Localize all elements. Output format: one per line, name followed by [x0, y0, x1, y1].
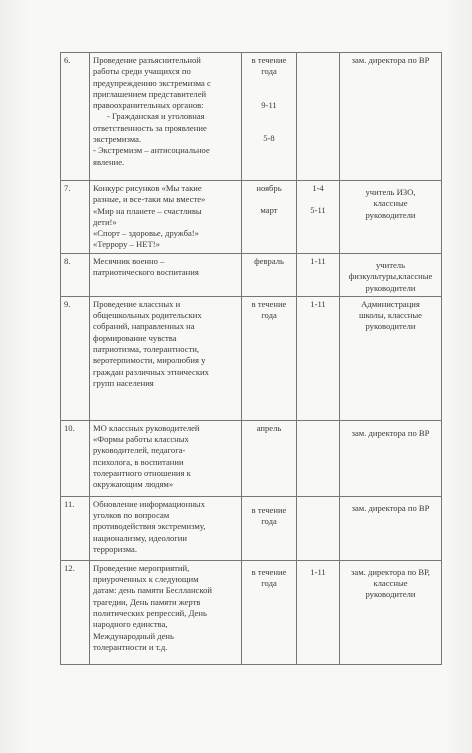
- term-line: февраль: [254, 256, 284, 266]
- event-line: «Террору – НЕТ!»: [93, 239, 160, 250]
- responsible-line: руководители: [365, 589, 416, 600]
- event-description: [90, 181, 242, 254]
- event-line: противодействия экстремизму,: [93, 521, 206, 532]
- event-line: Обновление информационных: [93, 498, 205, 509]
- responsible-line: физкультуры,классные: [348, 271, 433, 282]
- classes-line: 1-11: [310, 256, 326, 266]
- term-line: 5-8: [263, 132, 275, 143]
- responsible-line: зам. директора по ВР: [351, 502, 430, 513]
- event-line: национализму, идеологии: [93, 532, 188, 543]
- event-line: «Формы работы классных: [93, 434, 189, 445]
- event-line: явление.: [93, 156, 125, 167]
- responsible-line: классные: [373, 578, 408, 589]
- responsible-line: школы, классные: [359, 310, 422, 321]
- event-description: [90, 296, 242, 420]
- event-line: Проведение классных и: [93, 298, 181, 309]
- event-line: толерантности и т.д.: [93, 641, 168, 652]
- event-term: [242, 254, 297, 297]
- event-responsible: [340, 496, 442, 560]
- event-line: терроризма.: [93, 544, 137, 555]
- event-line: - Экстремизм – антисоциальное: [93, 145, 210, 156]
- responsible-line: учитель ИЗО,: [365, 187, 416, 197]
- responsible-line: зам. директора по ВР,: [351, 566, 430, 577]
- responsible-line: Администрация: [361, 298, 420, 309]
- event-responsible: [340, 296, 442, 420]
- event-line: патриотического воспитания: [93, 267, 199, 278]
- event-line: датам: день памяти Беслланской: [93, 585, 212, 596]
- event-responsible: [340, 53, 442, 181]
- event-line: народного единства,: [93, 619, 168, 630]
- term-line: в течение: [251, 298, 287, 309]
- term-line: апрель: [256, 422, 282, 433]
- event-line: разные, и все-таки мы вместе»: [93, 194, 206, 205]
- event-line: Международный день: [93, 630, 174, 641]
- event-classes: [297, 420, 340, 496]
- event-line: Конкурс рисунков «Мы такие: [93, 183, 202, 193]
- event-line: толерантного отношения к: [93, 468, 191, 479]
- table-row: [61, 254, 442, 297]
- event-description: [90, 53, 242, 181]
- term-line: 9-11: [261, 99, 277, 110]
- responsible-line: классные: [373, 198, 408, 209]
- event-description: [90, 560, 242, 664]
- event-responsible: [340, 560, 442, 664]
- table-row: [61, 560, 442, 664]
- term-line: года: [261, 516, 277, 527]
- event-responsible: [340, 181, 442, 254]
- term-line: года: [261, 66, 277, 77]
- row-number: 8.: [61, 254, 90, 297]
- term-line: март: [260, 205, 278, 216]
- classes-line: 1-11: [310, 566, 326, 577]
- row-number: 6.: [61, 53, 90, 181]
- event-term: [242, 560, 297, 664]
- term-line: ноябрь: [256, 183, 282, 193]
- term-line: в течение: [251, 55, 287, 65]
- table-row: [61, 53, 442, 181]
- event-line: «Мир на планете – счастливы: [93, 205, 202, 216]
- classes-line: 5-11: [310, 205, 326, 216]
- event-classes: [297, 181, 340, 254]
- event-line: дети!»: [93, 216, 117, 227]
- event-term: [242, 181, 297, 254]
- event-line: психолога, в воспитании: [93, 456, 184, 467]
- event-line: «Спорт – здоровье, дружба!»: [93, 228, 199, 239]
- term-line: года: [261, 310, 277, 321]
- responsible-line: зам. директора по ВР: [351, 55, 430, 65]
- row-number: 11.: [61, 496, 90, 560]
- event-line: формирование чувства: [93, 332, 177, 343]
- event-line: ответственность за проявление: [93, 122, 207, 133]
- event-line: экстремизма.: [93, 134, 142, 145]
- event-line: патриотизма, толерантности,: [93, 344, 200, 355]
- event-line: Месячник военно –: [93, 256, 165, 266]
- event-line: трагедии, День памяти жертв: [93, 596, 201, 607]
- table-row: [61, 420, 442, 496]
- event-line: МО классных руководителей: [93, 422, 200, 433]
- responsible-line: руководители: [365, 209, 416, 220]
- table-row: [61, 296, 442, 420]
- event-line: правоохранительных органов:: [93, 100, 204, 111]
- event-line: - Гражданская и уголовная: [107, 111, 205, 122]
- event-line: Проведение разъяснительной: [93, 55, 201, 65]
- row-number: 10.: [61, 420, 90, 496]
- event-line: групп населения: [93, 377, 154, 388]
- event-classes: [297, 496, 340, 560]
- event-description: [90, 496, 242, 560]
- event-line: политических репрессий, День: [93, 608, 207, 619]
- event-line: работы среди учащихся по: [93, 66, 191, 77]
- responsible-line: руководители: [365, 321, 416, 332]
- event-line: Проведение мероприятий,: [93, 562, 190, 573]
- event-line: общешкольных родительских: [93, 310, 202, 321]
- event-line: приуроченных к следующим: [93, 574, 199, 585]
- event-classes: [297, 53, 340, 181]
- event-line: собраний, направленных на: [93, 321, 195, 332]
- event-line: предупреждению экстремизма с: [93, 77, 211, 88]
- event-classes: [297, 296, 340, 420]
- event-classes: [297, 254, 340, 297]
- table-row: [61, 181, 442, 254]
- event-term: [242, 53, 297, 181]
- event-line: окружающим людям»: [93, 479, 174, 490]
- classes-line: 1-4: [312, 183, 324, 193]
- event-description: [90, 254, 242, 297]
- term-line: в течение: [251, 566, 287, 577]
- event-classes: [297, 560, 340, 664]
- event-term: [242, 296, 297, 420]
- event-responsible: [340, 254, 442, 297]
- event-line: приглашением представителей: [93, 88, 207, 99]
- term-line: года: [261, 578, 277, 589]
- event-line: граждан различных этнических: [93, 366, 209, 377]
- row-number: 9.: [61, 296, 90, 420]
- responsible-line: учитель: [376, 260, 405, 270]
- term-line: в течение: [251, 504, 287, 515]
- event-description: [90, 420, 242, 496]
- row-number: 12.: [61, 560, 90, 664]
- table-row: [61, 496, 442, 560]
- event-line: руководителей, педагога-: [93, 445, 186, 456]
- event-line: уголков по вопросам: [93, 510, 170, 521]
- event-term: [242, 420, 297, 496]
- row-number: 7.: [61, 181, 90, 254]
- event-term: [242, 496, 297, 560]
- classes-line: 1-11: [310, 298, 326, 309]
- activity-plan-table: [60, 52, 442, 665]
- event-line: веротерпимости, миролюбия у: [93, 355, 206, 366]
- event-responsible: [340, 420, 442, 496]
- responsible-line: зам. директора по ВР: [351, 427, 430, 438]
- responsible-line: руководители: [365, 282, 416, 293]
